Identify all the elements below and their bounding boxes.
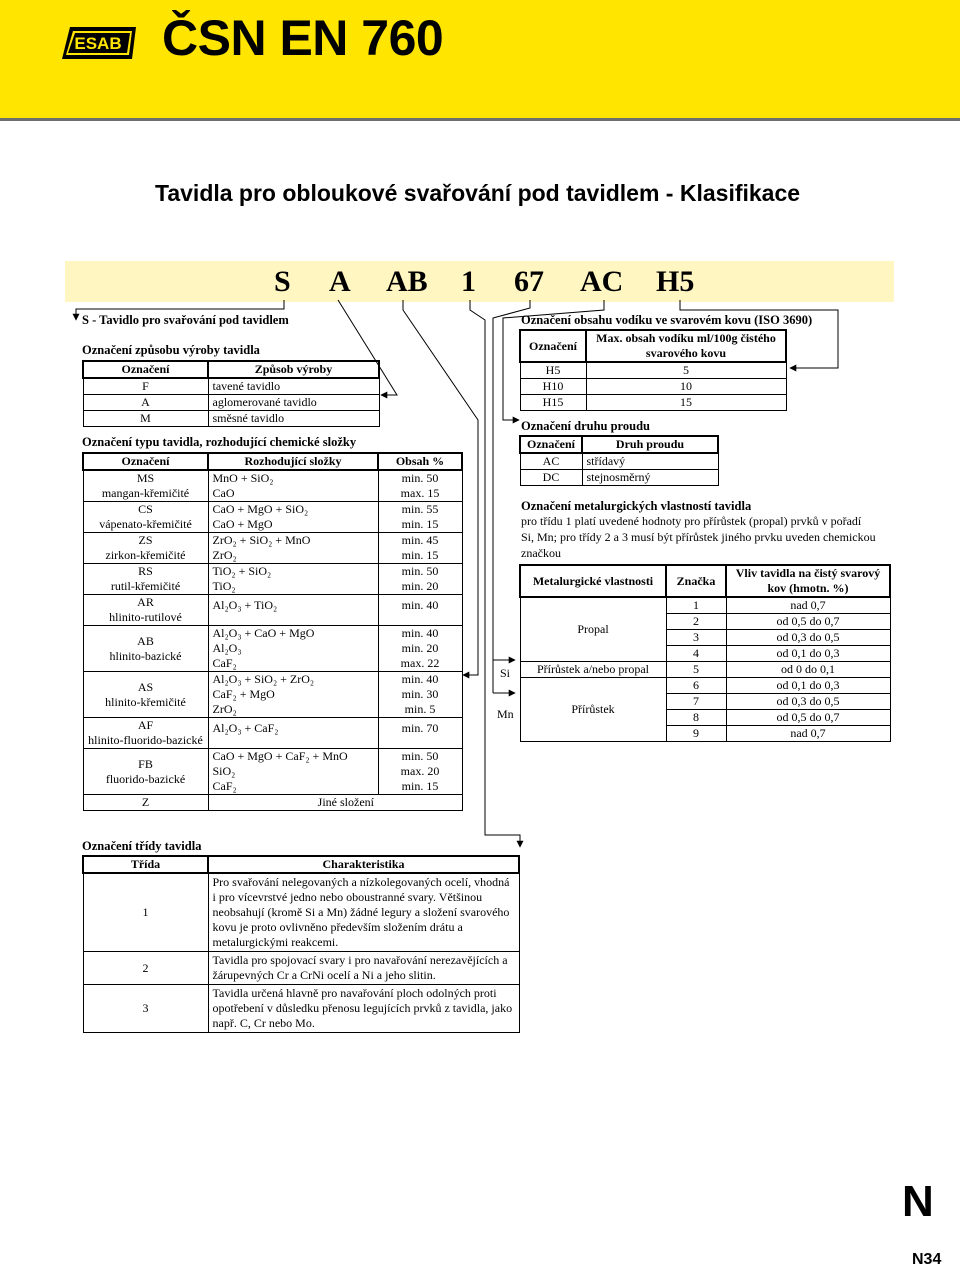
type-component: MnO + SiO₂ [208, 470, 378, 486]
type-component: CaO [208, 486, 378, 502]
metallurgy-row [520, 678, 890, 694]
type-content: min. 45 [401, 533, 439, 547]
type-name: hlinito-rutilové [109, 610, 182, 624]
code-letter-type: AB [386, 265, 428, 298]
current-type: stejnosměrný [582, 470, 718, 486]
metallurgy-property: Propal [520, 597, 666, 662]
hydrogen-value: 10 [586, 379, 786, 395]
code-letter-process: S [274, 265, 291, 298]
metallurgy-influence: od 0,5 do 0,7 [726, 614, 890, 630]
metallurgy-row [520, 662, 890, 678]
type-name: mangan-křemičité [101, 486, 190, 500]
type-header-row [83, 453, 462, 470]
hydrogen-code: H15 [520, 395, 586, 411]
type-component: Jiné složení [208, 795, 378, 811]
class-row [83, 952, 519, 985]
hydrogen-row [520, 395, 786, 411]
current-header-code: Označení [520, 436, 582, 453]
class-title: Označení třídy tavidla [82, 839, 202, 853]
metallurgy-influence: od 0,1 do 0,3 [726, 646, 890, 662]
metallurgy-text: pro třídu 1 platí uvedené hodnoty pro přírůstek (propal) prvků v pořadí Si, Mn; pro třídy 2 a 3 musí být přírůstek jiného prvku uveden chemickou značkou [521, 514, 876, 560]
current-header-row [520, 436, 718, 453]
type-content: max. 15 [378, 486, 462, 502]
metallurgy-row [520, 597, 890, 614]
type-component: ZrO₂ + SiO₂ + MnO [208, 533, 378, 549]
method-code: A [83, 395, 208, 411]
type-content: min. 40 [401, 626, 439, 640]
type-code: ZS [138, 533, 153, 547]
type-row [83, 672, 462, 688]
metallurgy-header-influence: Vliv tavidla na čistý svarový kov (hmotn. %) [726, 565, 890, 597]
type-code: CS [138, 502, 153, 516]
hydrogen-table [519, 329, 787, 411]
method-row [83, 411, 379, 427]
type-header-code: Označení [83, 453, 208, 470]
type-code: FB [138, 756, 153, 771]
type-component: Al₂O₃ [208, 641, 378, 656]
current-code: DC [520, 470, 582, 486]
class-header-class: Třída [83, 856, 208, 873]
metallurgy-influence: nad 0,7 [726, 597, 890, 614]
code-letter-hydrogen: H5 [656, 265, 695, 298]
metallurgy-header-symbol: Značka [666, 565, 726, 597]
metallurgy-symbol: 9 [666, 726, 726, 742]
current-row [520, 453, 718, 470]
type-code-cell [83, 564, 208, 595]
code-letter-metallurgy: 67 [514, 265, 544, 298]
metallurgy-influence: od 0,3 do 0,5 [726, 630, 890, 646]
type-content: min. 50 [401, 471, 439, 485]
type-name: zirkon-křemičité [105, 548, 186, 562]
svg-text:ESAB: ESAB [74, 34, 122, 53]
current-type: střídavý [582, 453, 718, 470]
type-name: hlinito-fluorido-bazické [88, 733, 203, 747]
type-table [82, 452, 463, 811]
type-content: min. 50 [401, 564, 439, 578]
mn-label: Mn [497, 707, 514, 721]
hydrogen-row [520, 379, 786, 395]
type-content: min. 40 [378, 595, 462, 626]
current-row [520, 470, 718, 486]
type-component: CaF₂ [208, 656, 378, 672]
standard-title: ČSN EN 760 [162, 10, 444, 66]
metallurgy-table [519, 564, 891, 742]
type-code-cell [83, 795, 208, 811]
type-component: TiO₂ [208, 579, 378, 595]
type-code: AS [137, 679, 154, 694]
metallurgy-symbol: 4 [666, 646, 726, 662]
type-header-content: Obsah % [378, 453, 462, 470]
type-row [83, 718, 462, 749]
metallurgy-property: Přírůstek [520, 678, 666, 742]
metallurgy-influence: od 0,5 do 0,7 [726, 710, 890, 726]
class-row [83, 873, 519, 952]
metallurgy-symbol: 7 [666, 694, 726, 710]
type-component: CaO + MgO + CaF₂ + MnO [208, 749, 378, 765]
hydrogen-code: H5 [520, 362, 586, 379]
current-header-type: Druh proudu [582, 436, 718, 453]
type-row [83, 470, 462, 486]
type-content: min. 50 [401, 749, 439, 763]
type-content: max. 22 [378, 656, 462, 672]
class-number: 3 [83, 985, 208, 1033]
type-row [83, 749, 462, 765]
type-content: min. 30 [401, 687, 439, 701]
type-component: SiO₂ [208, 764, 378, 779]
type-name: hlinito-bazické [109, 648, 182, 663]
type-component: Al₂O₃ + TiO₂ [208, 595, 378, 626]
metallurgy-influence: nad 0,7 [726, 726, 890, 742]
type-content: min. 5 [378, 702, 462, 718]
method-header-process: Způsob výroby [208, 361, 379, 378]
type-code: Z [141, 795, 150, 809]
class-header-characteristics: Charakteristika [208, 856, 519, 873]
hydrogen-code: H10 [520, 379, 586, 395]
metallurgy-header-row [520, 565, 890, 597]
hydrogen-header-max: Max. obsah vodíku ml/100g čistého svarového kovu [586, 330, 786, 362]
class-description: Tavidla určená hlavně pro navařování ploch odolných proti opotřebení v důsledku přenosu legujících prvků z tavidla, jako např. C, Cr nebo Mo. [212, 986, 513, 1030]
hydrogen-value: 15 [586, 395, 786, 411]
type-code-cell [83, 595, 208, 626]
hydrogen-row [520, 362, 786, 379]
type-code: MS [136, 471, 155, 485]
type-row [83, 533, 462, 549]
type-name: rutil-křemičité [110, 579, 181, 593]
type-header-components: Rozhodující složky [208, 453, 378, 470]
type-row [83, 564, 462, 580]
type-code: AR [137, 595, 154, 609]
type-content: min. 70 [378, 718, 462, 749]
current-title: Označení druhu proudu [521, 419, 650, 433]
page-title: Tavidla pro obloukové svařování pod tavidlem - Klasifikace [155, 180, 801, 206]
metallurgy-symbol: 8 [666, 710, 726, 726]
type-component: ZrO₂ [208, 702, 378, 718]
type-component: CaF₂ [208, 779, 378, 795]
metallurgy-title: Označení metalurgických vlastností tavidla [521, 499, 752, 513]
code-letter-current: AC [580, 265, 624, 298]
code-letter-class: 1 [461, 265, 476, 298]
si-label: Si [500, 666, 511, 680]
type-content: min. 15 [378, 548, 462, 564]
metallurgy-symbol: 2 [666, 614, 726, 630]
type-component: CaO + MgO + SiO₂ [208, 502, 378, 518]
type-content: max. 20 [400, 764, 440, 778]
type-code-cell [83, 749, 208, 795]
code-letter-method: A [329, 265, 351, 298]
type-component: TiO₂ + SiO₂ [208, 564, 378, 580]
method-code: M [83, 411, 208, 427]
type-row [83, 795, 462, 811]
type-name: fluorido-bazické [105, 771, 186, 786]
class-row [83, 985, 519, 1033]
type-code: RS [138, 564, 153, 578]
type-title: Označení typu tavidla, rozhodující chemické složky [82, 435, 357, 449]
type-component: CaF₂ + MgO [208, 687, 378, 702]
method-desc: směsné tavidlo [208, 411, 379, 427]
type-code-cell [83, 626, 208, 672]
type-code-cell [83, 718, 208, 749]
class-header-row [83, 856, 519, 873]
type-component: Al₂O₃ + SiO₂ + ZrO₂ [208, 672, 378, 688]
metallurgy-symbol: 3 [666, 630, 726, 646]
class-number: 1 [83, 873, 208, 952]
method-title: Označení způsobu výroby tavidla [82, 343, 260, 357]
metallurgy-symbol: 1 [666, 597, 726, 614]
method-desc: aglomerované tavidlo [208, 395, 379, 411]
type-row [83, 626, 462, 642]
current-table [519, 435, 719, 486]
metallurgy-influence: od 0,3 do 0,5 [726, 694, 890, 710]
class-description: Tavidla pro spojovací svary i pro navařování nerezavějících a žárupevných Cr a CrNi ocelí a Ni a jeho slitin. [208, 952, 519, 985]
type-row [83, 502, 462, 518]
type-component: Al₂O₃ + CaO + MgO [208, 626, 378, 642]
method-row [83, 378, 379, 395]
type-code: AF [137, 718, 154, 732]
type-code-cell [83, 533, 208, 564]
type-content: min. 15 [378, 517, 462, 533]
type-name: vápenato-křemičité [99, 517, 192, 531]
type-content: min. 20 [401, 641, 439, 655]
type-row [83, 595, 462, 626]
metallurgy-symbol: 6 [666, 678, 726, 694]
metallurgy-symbol: 5 [666, 662, 726, 678]
class-description: Pro svařování nelegovaných a nízkolegovaných ocelí, vhodná i pro vícevrstvé jedno nebo oboustranné svary. Většinou neobsahují (kromě Si a Mn) žádné legury a složení svarového kovu je proto ovlivněno především složením drátu a metalurgickými reakcemi. [208, 873, 519, 952]
type-code-cell [83, 470, 208, 502]
type-content: min. 40 [401, 672, 439, 686]
class-table [82, 855, 520, 1033]
type-code-cell [83, 672, 208, 718]
method-row [83, 395, 379, 411]
section-letter: N [902, 1177, 934, 1226]
metallurgy-property: Přírůstek a/nebo propal [520, 662, 666, 678]
type-content [378, 795, 462, 811]
type-component: Al₂O₃ + CaF₂ [208, 718, 378, 749]
type-component: CaO + MgO [208, 517, 378, 533]
metallurgy-influence: od 0 do 0,1 [726, 662, 890, 678]
s-label: S - Tavidlo pro svařování pod tavidlem [82, 313, 289, 327]
type-component: ZrO₂ [208, 548, 378, 564]
method-table [82, 360, 380, 427]
type-code: AB [137, 633, 154, 648]
hydrogen-title: Označení obsahu vodíku ve svarovém kovu (ISO 3690) [521, 313, 813, 327]
class-number: 2 [83, 952, 208, 985]
type-content: min. 20 [378, 579, 462, 595]
current-code: AC [520, 453, 582, 470]
metallurgy-header-property: Metalurgické vlastnosti [520, 565, 666, 597]
metallurgy-influence: od 0,1 do 0,3 [726, 678, 890, 694]
type-code-cell [83, 502, 208, 533]
method-desc: tavené tavidlo [208, 378, 379, 395]
method-header-row [83, 361, 379, 378]
type-content: min. 55 [401, 502, 439, 516]
type-content: min. 15 [378, 779, 462, 795]
page-number: N34 [912, 1251, 942, 1268]
method-header-code: Označení [83, 361, 208, 378]
hydrogen-value: 5 [586, 362, 786, 379]
hydrogen-header-code: Označení [520, 330, 586, 362]
method-code: F [83, 378, 208, 395]
hydrogen-header-row [520, 330, 786, 362]
type-name: hlinito-křemičité [105, 694, 186, 709]
